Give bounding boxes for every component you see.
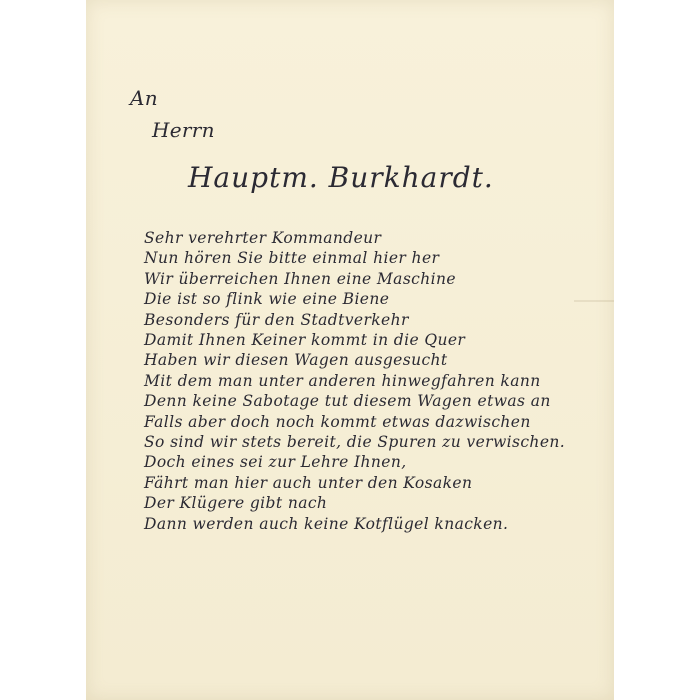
poem-line: Mit dem man unter anderen hinwegfahren kann — [144, 371, 541, 390]
poem-body — [144, 228, 565, 534]
poem-line: Der Klügere gibt nach — [144, 494, 328, 513]
poem-line: Haben wir diesen Wagen ausgesucht — [144, 351, 448, 370]
poem-line: Besonders für den Stadtverkehr — [144, 310, 409, 329]
poem-line: Die ist so flink wie eine Biene — [144, 290, 390, 309]
poem-line: So sind wir stets bereit, die Spuren zu verwischen. — [144, 433, 566, 452]
paper-fold — [574, 300, 614, 302]
poem-line: Fährt man hier auch unter den Kosaken — [144, 473, 473, 492]
poem-line: Wir überreichen Ihnen eine Maschine — [144, 269, 456, 288]
poem-line: Nun hören Sie bitte einmal hier her — [144, 249, 440, 268]
poem-line: Falls aber doch noch kommt etwas dazwischen — [144, 412, 531, 431]
poem-line: Dann werden auch keine Kotflügel knacken. — [144, 514, 509, 533]
recipient-name: Hauptm. Burkhardt. — [188, 161, 494, 194]
poem-line: Damit Ihnen Keiner kommt in die Quer — [144, 331, 466, 350]
poem-line: Doch eines sei zur Lehre Ihnen, — [144, 453, 407, 472]
salutation-to: An — [130, 86, 158, 110]
letter-page — [86, 0, 614, 700]
poem-line: Denn keine Sabotage tut diesem Wagen etwas an — [144, 392, 551, 411]
poem-line: Sehr verehrter Kommandeur — [144, 229, 382, 247]
salutation-title: Herrn — [152, 118, 215, 142]
